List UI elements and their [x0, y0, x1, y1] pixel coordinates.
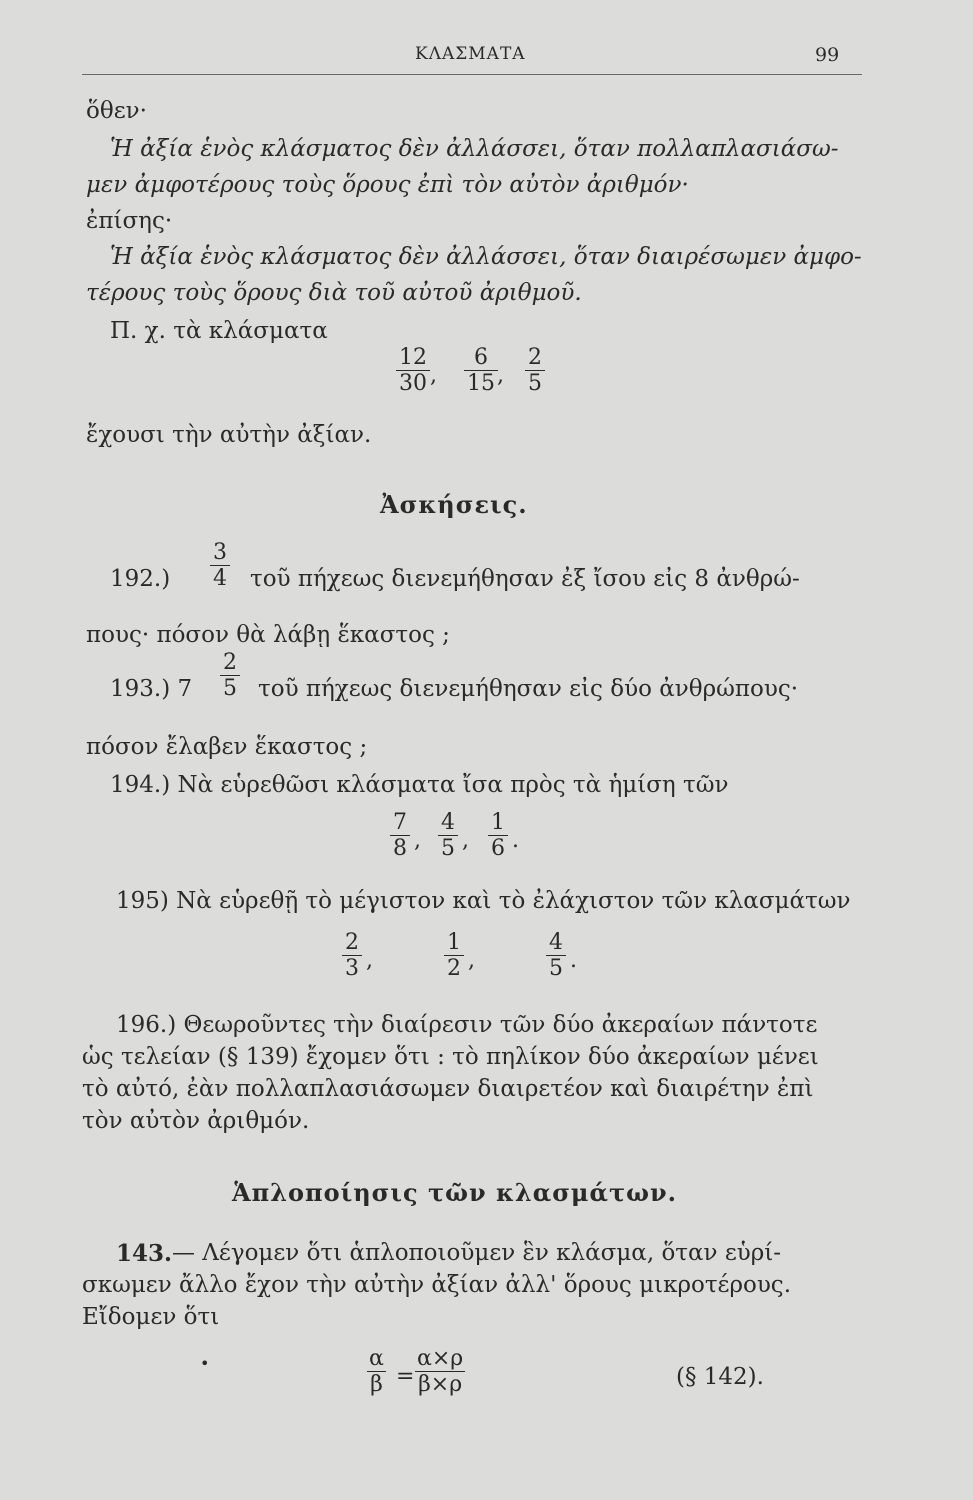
fraction-7-8 — [390, 810, 410, 862]
numerator: 4 — [441, 810, 455, 835]
comma: , — [414, 828, 421, 853]
paragraph-143-line-3: Εἴδομεν ὅτι — [82, 1304, 220, 1330]
fraction-4-5-b — [546, 930, 566, 982]
denominator: 6 — [488, 835, 508, 861]
fraction-4-5 — [438, 810, 458, 862]
numerator: 1 — [491, 810, 505, 835]
comma: , — [462, 828, 469, 853]
exercise-196-line-2: ὡς τελείαν (§ 139) ἔχομεν ὅτι : τὸ πηλίκον δύο ἀκεραίων μένει — [82, 1044, 819, 1070]
comma: , — [497, 363, 504, 388]
paragraph-143-line-1: — Λέγομεν ὅτι ἁπλοποιοῦμεν ἓν κλάσμα, ὅταν εὑρί- — [172, 1240, 782, 1266]
fraction-12-30 — [396, 345, 430, 397]
equals-sign: = — [396, 1364, 415, 1389]
numerator: 2 — [345, 930, 359, 955]
denominator: 15 — [464, 370, 498, 396]
fraction-6-15 — [464, 345, 498, 397]
exercise-194-text: 194.) Νὰ εὑρεθῶσι κλάσματα ἴσα πρὸς τὰ ἡμίση τῶν — [110, 772, 729, 798]
denominator: 5 — [546, 955, 566, 981]
exercise-195-text: 195) Νὰ εὑρεθῇ τὸ μέγιστον καὶ τὸ ἐλάχιστον τῶν κλασμάτων — [116, 888, 851, 914]
numerator: 2 — [223, 650, 237, 675]
denominator: 2 — [444, 955, 464, 981]
fraction-2-5-b — [220, 650, 240, 702]
denominator: 4 — [210, 565, 230, 591]
intro-rule-2: Ἡ ἀξία ἑνὸς κλάσματος δὲν ἀλλάσσει, ὅταν διαιρέσωμεν ἀμφο- — [110, 244, 862, 270]
denominator: β×ρ — [415, 1371, 465, 1397]
period: . — [512, 828, 519, 853]
exercise-193-number: 193.) 7 — [110, 676, 193, 702]
page-number: 99 — [815, 44, 840, 66]
exercise-193-text: τοῦ πήχεως διενεμήθησαν εἰς δύο ἀνθρώπους· — [258, 676, 799, 702]
formula-rhs-fraction — [414, 1346, 466, 1398]
formula-reference: (§ 142). — [676, 1364, 764, 1390]
intro-line-also: ἐπίσης· — [86, 208, 173, 234]
comma: , — [366, 948, 373, 973]
intro-rule-1-cont: μεν ἀμφοτέρους τοὺς ὅρους ἐπὶ τὸν αὐτὸν ἀριθμόν· — [86, 172, 689, 198]
bullet-mark: • — [200, 1354, 210, 1373]
intro-line-1: ὅθεν· — [86, 98, 147, 124]
fraction-3-4 — [210, 540, 230, 592]
example-intro: Π. χ. τὰ κλάσματα — [110, 318, 328, 344]
numerator: 6 — [474, 345, 488, 370]
comma: , — [468, 948, 475, 973]
fraction-2-3 — [342, 930, 362, 982]
denominator: 5 — [438, 835, 458, 861]
example-conclusion: ἔχουσι τὴν αὐτὴν ἀξίαν. — [86, 422, 372, 448]
comma: , — [430, 363, 437, 388]
numerator: 1 — [447, 930, 461, 955]
section-heading: Ἁπλοποίησις τῶν κλασμάτων. — [232, 1178, 677, 1207]
numerator: 3 — [213, 540, 227, 565]
denominator: 5 — [525, 370, 545, 396]
fraction-2-5 — [525, 345, 545, 397]
period: . — [570, 948, 577, 973]
formula-lhs-fraction — [366, 1346, 387, 1398]
intro-rule-2-cont: τέρους τοὺς ὅρους διὰ τοῦ αὐτοῦ ἀριθμοῦ. — [86, 280, 582, 306]
header-rule — [82, 74, 862, 75]
fraction-1-6 — [488, 810, 508, 862]
numerator: 4 — [549, 930, 563, 955]
exercise-192-text-cont: πους· πόσον θὰ λάβῃ ἕκαστος ; — [86, 622, 450, 648]
numerator: α×ρ — [417, 1346, 464, 1371]
exercise-192-text: τοῦ πήχεως διενεμήθησαν ἐξ ἴσου εἰς 8 ἀνθρώ- — [250, 566, 800, 592]
paragraph-143-number: 143. — [116, 1240, 173, 1267]
numerator: 7 — [393, 810, 407, 835]
denominator: 8 — [390, 835, 410, 861]
numerator: 2 — [528, 345, 542, 370]
denominator: 5 — [220, 675, 240, 701]
numerator: α — [369, 1346, 384, 1371]
numerator: 12 — [399, 345, 427, 370]
exercise-196-line-4: τὸν αὐτὸν ἀριθμόν. — [82, 1108, 310, 1134]
denominator: β — [367, 1371, 386, 1397]
intro-rule-1: Ἡ ἀξία ἑνὸς κλάσματος δὲν ἀλλάσσει, ὅταν πολλαπλασιάσω- — [110, 136, 839, 162]
paragraph-143-line-2: σκωμεν ἄλλο ἔχον τὴν αὐτὴν ἀξίαν ἀλλ' ὅρους μικροτέρους. — [82, 1272, 792, 1298]
fraction-1-2 — [444, 930, 464, 982]
denominator: 3 — [342, 955, 362, 981]
denominator: 30 — [396, 370, 430, 396]
exercises-heading: Ἀσκήσεις. — [380, 490, 528, 519]
exercise-193-text-cont: πόσον ἔλαβεν ἕκαστος ; — [86, 734, 368, 760]
exercise-196-line-1: 196.) Θεωροῦντες τὴν διαίρεσιν τῶν δύο ἀκεραίων πάντοτε — [116, 1012, 818, 1038]
exercise-192-number: 192.) — [110, 566, 171, 592]
running-header-title: ΚΛΑΣΜΑΤΑ — [415, 44, 526, 64]
exercise-196-line-3: τὸ αὐτό, ἐὰν πολλαπλασιάσωμεν διαιρετέον καὶ διαιρέτην ἐπὶ — [82, 1076, 814, 1102]
